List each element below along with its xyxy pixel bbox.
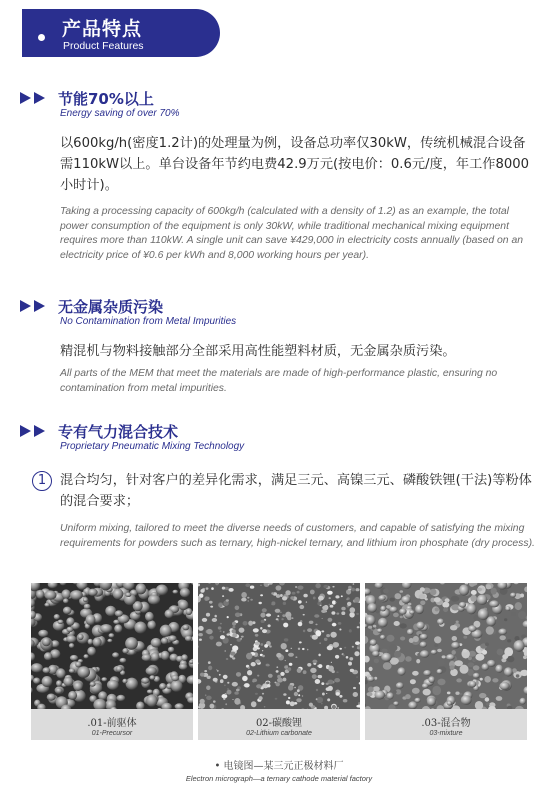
- double-arrow-icon: [20, 425, 45, 439]
- section-body-zh: 精混机与物料接触部分全部采用高性能塑料材质，无金属杂质污染。: [60, 344, 456, 359]
- caption-en: 02-Lithium carbonate: [246, 730, 312, 737]
- micrograph-mixture: [365, 583, 527, 740]
- section-body-zh: 混合均匀，针对客户的差异化需求，满足三元、高镍三元、磷酸铁锂(干法)等粉体的混合要求；: [60, 473, 532, 509]
- section-title-zh: 无金属杂质污染: [58, 298, 164, 316]
- lithium-carbonate-particles-image: [198, 583, 360, 709]
- caption-zh: .03-混合物: [421, 718, 471, 729]
- section-title-zh: 专有气力混合技术: [58, 423, 179, 441]
- bullet-dot-icon: [38, 34, 45, 41]
- micrograph-caption: [198, 709, 360, 740]
- caption-zh: .01-前驱体: [87, 718, 137, 729]
- micrograph-image: [198, 583, 360, 709]
- micrograph-image: [31, 583, 193, 709]
- section-body-zh: 以600kg/h(密度1.2计)的处理量为例，设备总功率仅30kW，传统机械混合设备需110kW以上。单台设备年节约电费42.9万元(按电价：0.6元/度，年工作8000小时计)。: [60, 136, 530, 193]
- figure-caption-zh: • 电镜图—某三元正极材料厂: [214, 761, 344, 772]
- header-title-zh: 产品特点: [62, 18, 143, 40]
- section-title-en: Proprietary Pneumatic Mixing Technology: [60, 441, 245, 452]
- section-body-en: Taking a processing capacity of 600kg/h (calculated with a density of 1.2) as an example, the total power consumption of the equipment is only 30kW, while traditional mechanical mixing equipment requires more than 110kW. A single unit can save ¥429,000 in electricity costs annually (based on an electricity price of ¥0.6 per kWh and 8,000 working hours per year).: [60, 206, 524, 261]
- double-arrow-icon: [20, 92, 45, 106]
- micrograph-caption: [31, 709, 193, 740]
- section-title-en: Energy saving of over 70%: [60, 108, 180, 119]
- figure-caption-en: Electron micrograph—a ternary cathode material factory: [185, 774, 373, 783]
- caption-en: 01-Precursor: [91, 730, 133, 737]
- caption-zh: 02-碳酸锂: [255, 718, 303, 729]
- precursor-particles-image: [31, 583, 193, 709]
- double-arrow-icon: [20, 300, 45, 314]
- micrograph-caption: [365, 709, 527, 740]
- caption-en: 03-mixture: [429, 730, 463, 737]
- section-title-en: No Contamination from Metal Impurities: [60, 316, 237, 327]
- section-body-en: All parts of the MEM that meet the materials are made of high-performance plastic, ensuring no contamination from metal impurities.: [60, 368, 498, 394]
- figure-caption: [0, 757, 558, 783]
- micrograph-precursor: [31, 583, 193, 740]
- micrograph-lithium-carbonate: [198, 583, 360, 740]
- section-title-zh: 节能70%以上: [58, 90, 154, 108]
- section-body-en: Uniform mixing, tailored to meet the diverse needs of customers, and capable of satisfying the mixing requirements for powders such as ternary, high-nickel ternary, and lithium iron phosphate (dry process).: [60, 523, 535, 549]
- mixture-particles-image: [365, 583, 527, 709]
- page-header: [22, 9, 220, 57]
- header-title-en: Product Features: [63, 40, 144, 52]
- item-number-badge: 1: [32, 471, 52, 491]
- micrograph-image: [365, 583, 527, 709]
